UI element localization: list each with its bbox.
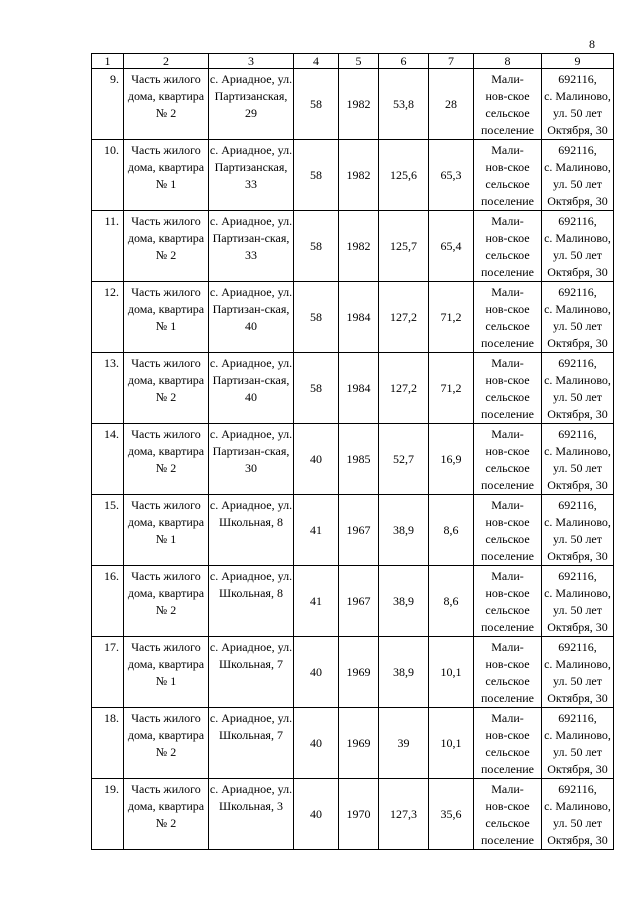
- holder-address-cell-line: с. Малиново,: [544, 373, 611, 387]
- holder-address-cell: [542, 779, 614, 850]
- object-name-cell-line: № 1: [155, 674, 177, 688]
- row-number-cell: 9.: [92, 69, 124, 140]
- settlement-cell-line: сельское: [485, 461, 530, 475]
- holder-address-cell: [542, 566, 614, 637]
- settlement-cell-line: поселение: [480, 265, 534, 279]
- year-cell: 1982: [339, 211, 379, 282]
- address-cell-line: Партизан-ская,: [212, 373, 290, 387]
- address-cell: [209, 353, 294, 424]
- settlement-cell-line: Мали-: [491, 498, 524, 512]
- holder-address-cell-line: 692116,: [558, 285, 597, 299]
- address-cell-line: Школьная, 3: [219, 799, 283, 813]
- object-name-cell-line: Часть жилого: [131, 214, 201, 228]
- floors-cell: 40: [294, 779, 339, 850]
- object-name-cell-line: № 1: [155, 177, 177, 191]
- settlement-cell-line: нов-ское: [485, 799, 530, 813]
- settlement-cell: [474, 424, 542, 495]
- holder-address-cell-line: 692116,: [558, 640, 597, 654]
- settlement-cell-line: Мали-: [491, 143, 524, 157]
- settlement-cell: [474, 282, 542, 353]
- holder-address-cell-line: с. Малиново,: [544, 231, 611, 245]
- holder-address-cell-line: Октября, 30: [547, 265, 608, 279]
- address-cell: [209, 708, 294, 779]
- row-number-cell: 17.: [92, 637, 124, 708]
- address-cell-line: с. Ариадное, ул.: [209, 356, 293, 370]
- year-cell: 1984: [339, 353, 379, 424]
- address-cell-line: Школьная, 7: [219, 657, 283, 671]
- address-cell-line: с. Ариадное, ул.: [209, 569, 293, 583]
- settlement-cell-line: сельское: [485, 248, 530, 262]
- holder-address-cell-line: 692116,: [558, 498, 597, 512]
- address-cell-line: Школьная, 7: [219, 728, 283, 742]
- address-cell-line: с. Ариадное, ул.: [209, 711, 293, 725]
- settlement-cell: [474, 353, 542, 424]
- object-name-cell: [124, 69, 209, 140]
- area-cell: 127,2: [379, 282, 429, 353]
- holder-address-cell-line: Октября, 30: [547, 194, 608, 208]
- area-cell: 39: [379, 708, 429, 779]
- living-area-cell: 65,4: [429, 211, 474, 282]
- living-area-cell: 65,3: [429, 140, 474, 211]
- settlement-cell-line: Мали-: [491, 640, 524, 654]
- address-cell-line: Партизанская,: [214, 89, 288, 103]
- object-name-cell: [124, 566, 209, 637]
- object-name-cell-line: № 1: [155, 319, 177, 333]
- holder-address-cell: [542, 353, 614, 424]
- settlement-cell-line: нов-ское: [485, 231, 530, 245]
- object-name-cell-line: Часть жилого: [131, 640, 201, 654]
- object-name-cell-line: Часть жилого: [131, 427, 201, 441]
- address-cell: [209, 424, 294, 495]
- settlement-cell-line: нов-ское: [485, 373, 530, 387]
- area-cell: 52,7: [379, 424, 429, 495]
- year-cell: 1967: [339, 495, 379, 566]
- settlement-cell-line: нов-ское: [485, 444, 530, 458]
- object-name-cell-line: № 1: [155, 532, 177, 546]
- living-area-cell: 71,2: [429, 353, 474, 424]
- area-cell: 125,6: [379, 140, 429, 211]
- address-cell-line: 33: [245, 177, 257, 191]
- object-name-cell-line: Часть жилого: [131, 569, 201, 583]
- address-cell-line: Школьная, 8: [219, 586, 283, 600]
- holder-address-cell-line: ул. 50 лет: [552, 532, 603, 546]
- object-name-cell-line: Часть жилого: [131, 498, 201, 512]
- row-number-cell: 16.: [92, 566, 124, 637]
- table-row: [92, 353, 614, 424]
- object-name-cell-line: дома, квартира: [127, 444, 205, 458]
- address-cell: [209, 282, 294, 353]
- settlement-cell-line: нов-ское: [485, 302, 530, 316]
- object-name-cell: [124, 708, 209, 779]
- holder-address-cell-line: с. Малиново,: [544, 302, 611, 316]
- row-number-cell: 10.: [92, 140, 124, 211]
- year-cell: 1982: [339, 140, 379, 211]
- column-header: 1: [92, 54, 124, 69]
- settlement-cell: [474, 211, 542, 282]
- settlement-cell-line: сельское: [485, 603, 530, 617]
- holder-address-cell-line: 692116,: [558, 143, 597, 157]
- settlement-cell-line: поселение: [480, 407, 534, 421]
- settlement-cell-line: Мали-: [491, 427, 524, 441]
- address-cell-line: 33: [245, 248, 257, 262]
- column-header: 6: [379, 54, 429, 69]
- row-number-cell: 14.: [92, 424, 124, 495]
- object-name-cell-line: дома, квартира: [127, 657, 205, 671]
- floors-cell: 40: [294, 637, 339, 708]
- living-area-cell: 10,1: [429, 708, 474, 779]
- settlement-cell-line: Мали-: [491, 569, 524, 583]
- object-name-cell-line: Часть жилого: [131, 356, 201, 370]
- settlement-cell-line: Мали-: [491, 782, 524, 796]
- column-header: 7: [429, 54, 474, 69]
- settlement-cell-line: Мали-: [491, 214, 524, 228]
- settlement-cell-line: Мали-: [491, 711, 524, 725]
- address-cell-line: Школьная, 8: [219, 515, 283, 529]
- holder-address-cell-line: с. Малиново,: [544, 89, 611, 103]
- holder-address-cell-line: 692116,: [558, 782, 597, 796]
- address-cell: [209, 140, 294, 211]
- year-cell: 1967: [339, 566, 379, 637]
- living-area-cell: 8,6: [429, 495, 474, 566]
- row-number-cell: 13.: [92, 353, 124, 424]
- settlement-cell: [474, 779, 542, 850]
- object-name-cell-line: Часть жилого: [131, 143, 201, 157]
- floors-cell: 58: [294, 353, 339, 424]
- floors-cell: 58: [294, 211, 339, 282]
- table-row: [92, 424, 614, 495]
- address-cell-line: с. Ариадное, ул.: [209, 143, 293, 157]
- property-table: [91, 53, 614, 850]
- settlement-cell-line: поселение: [480, 549, 534, 563]
- address-cell-line: с. Ариадное, ул.: [209, 285, 293, 299]
- column-header: 8: [474, 54, 542, 69]
- holder-address-cell-line: с. Малиново,: [544, 657, 611, 671]
- table-row: [92, 566, 614, 637]
- row-number-cell: 12.: [92, 282, 124, 353]
- holder-address-cell-line: ул. 50 лет: [552, 745, 603, 759]
- settlement-cell-line: поселение: [480, 478, 534, 492]
- holder-address-cell: [542, 495, 614, 566]
- address-cell-line: Партизанская,: [214, 160, 288, 174]
- holder-address-cell-line: с. Малиново,: [544, 160, 611, 174]
- holder-address-cell-line: Октября, 30: [547, 549, 608, 563]
- holder-address-cell: [542, 211, 614, 282]
- object-name-cell: [124, 353, 209, 424]
- address-cell-line: 29: [245, 106, 257, 120]
- address-cell-line: с. Ариадное, ул.: [209, 782, 293, 796]
- object-name-cell-line: № 2: [155, 816, 177, 830]
- settlement-cell-line: сельское: [485, 745, 530, 759]
- row-number-cell: 15.: [92, 495, 124, 566]
- holder-address-cell-line: Октября, 30: [547, 833, 608, 847]
- address-cell-line: 40: [245, 390, 257, 404]
- settlement-cell-line: нов-ское: [485, 515, 530, 529]
- object-name-cell-line: дома, квартира: [127, 302, 205, 316]
- address-cell-line: Партизан-ская,: [212, 231, 290, 245]
- holder-address-cell: [542, 69, 614, 140]
- table-row: [92, 779, 614, 850]
- table-row: [92, 708, 614, 779]
- year-cell: 1984: [339, 282, 379, 353]
- living-area-cell: 16,9: [429, 424, 474, 495]
- floors-cell: 58: [294, 140, 339, 211]
- table-row: [92, 211, 614, 282]
- address-cell: [209, 211, 294, 282]
- year-cell: 1985: [339, 424, 379, 495]
- object-name-cell-line: дома, квартира: [127, 728, 205, 742]
- address-cell-line: с. Ариадное, ул.: [209, 72, 293, 86]
- settlement-cell-line: поселение: [480, 691, 534, 705]
- holder-address-cell-line: с. Малиново,: [544, 728, 611, 742]
- holder-address-cell-line: 692116,: [558, 427, 597, 441]
- object-name-cell-line: Часть жилого: [131, 285, 201, 299]
- object-name-cell-line: дома, квартира: [127, 231, 205, 245]
- address-cell-line: с. Ариадное, ул.: [209, 427, 293, 441]
- floors-cell: 58: [294, 282, 339, 353]
- holder-address-cell-line: Октября, 30: [547, 620, 608, 634]
- floors-cell: 40: [294, 708, 339, 779]
- settlement-cell-line: поселение: [480, 833, 534, 847]
- area-cell: 53,8: [379, 69, 429, 140]
- settlement-cell-line: нов-ское: [485, 160, 530, 174]
- settlement-cell-line: сельское: [485, 319, 530, 333]
- settlement-cell-line: нов-ское: [485, 586, 530, 600]
- holder-address-cell-line: ул. 50 лет: [552, 461, 603, 475]
- row-number-cell: 19.: [92, 779, 124, 850]
- area-cell: 38,9: [379, 495, 429, 566]
- living-area-cell: 71,2: [429, 282, 474, 353]
- holder-address-cell: [542, 708, 614, 779]
- settlement-cell-line: сельское: [485, 532, 530, 546]
- holder-address-cell-line: Октября, 30: [547, 691, 608, 705]
- object-name-cell-line: дома, квартира: [127, 373, 205, 387]
- holder-address-cell-line: Октября, 30: [547, 478, 608, 492]
- year-cell: 1969: [339, 708, 379, 779]
- holder-address-cell-line: Октября, 30: [547, 407, 608, 421]
- holder-address-cell-line: с. Малиново,: [544, 586, 611, 600]
- settlement-cell-line: Мали-: [491, 356, 524, 370]
- area-cell: 127,3: [379, 779, 429, 850]
- table-row: [92, 282, 614, 353]
- column-header: 5: [339, 54, 379, 69]
- holder-address-cell-line: с. Малиново,: [544, 515, 611, 529]
- address-cell: [209, 779, 294, 850]
- object-name-cell-line: Часть жилого: [131, 782, 201, 796]
- settlement-cell-line: Мали-: [491, 72, 524, 86]
- table-row: [92, 495, 614, 566]
- page-number: 8: [589, 37, 595, 51]
- row-number-cell: 18.: [92, 708, 124, 779]
- living-area-cell: 8,6: [429, 566, 474, 637]
- address-cell: [209, 69, 294, 140]
- floors-cell: 58: [294, 69, 339, 140]
- object-name-cell-line: дома, квартира: [127, 160, 205, 174]
- address-cell-line: с. Ариадное, ул.: [209, 214, 293, 228]
- address-cell-line: с. Ариадное, ул.: [209, 498, 293, 512]
- settlement-cell: [474, 495, 542, 566]
- settlement-cell-line: нов-ское: [485, 89, 530, 103]
- table-row: [92, 140, 614, 211]
- year-cell: 1970: [339, 779, 379, 850]
- floors-cell: 41: [294, 566, 339, 637]
- settlement-cell-line: поселение: [480, 620, 534, 634]
- holder-address-cell-line: ул. 50 лет: [552, 816, 603, 830]
- holder-address-cell-line: Октября, 30: [547, 336, 608, 350]
- holder-address-cell: [542, 140, 614, 211]
- settlement-cell-line: нов-ское: [485, 728, 530, 742]
- column-header: 4: [294, 54, 339, 69]
- settlement-cell-line: сельское: [485, 106, 530, 120]
- settlement-cell-line: сельское: [485, 674, 530, 688]
- holder-address-cell-line: ул. 50 лет: [552, 390, 603, 404]
- holder-address-cell-line: ул. 50 лет: [552, 248, 603, 262]
- settlement-cell-line: сельское: [485, 177, 530, 191]
- object-name-cell: [124, 495, 209, 566]
- object-name-cell-line: дома, квартира: [127, 799, 205, 813]
- holder-address-cell-line: ул. 50 лет: [552, 106, 603, 120]
- object-name-cell: [124, 282, 209, 353]
- settlement-cell-line: поселение: [480, 762, 534, 776]
- address-cell-line: с. Ариадное, ул.: [209, 640, 293, 654]
- object-name-cell-line: № 2: [155, 603, 177, 617]
- object-name-cell-line: № 2: [155, 461, 177, 475]
- area-cell: 125,7: [379, 211, 429, 282]
- holder-address-cell-line: ул. 50 лет: [552, 177, 603, 191]
- column-header: 3: [209, 54, 294, 69]
- holder-address-cell: [542, 424, 614, 495]
- floors-cell: 40: [294, 424, 339, 495]
- column-header: 9: [542, 54, 614, 69]
- holder-address-cell-line: 692116,: [558, 72, 597, 86]
- year-cell: 1969: [339, 637, 379, 708]
- address-cell: [209, 566, 294, 637]
- object-name-cell: [124, 637, 209, 708]
- settlement-cell: [474, 637, 542, 708]
- object-name-cell-line: № 2: [155, 390, 177, 404]
- holder-address-cell-line: 692116,: [558, 356, 597, 370]
- holder-address-cell: [542, 282, 614, 353]
- settlement-cell-line: поселение: [480, 336, 534, 350]
- area-cell: 38,9: [379, 637, 429, 708]
- settlement-cell-line: поселение: [480, 194, 534, 208]
- holder-address-cell-line: Октября, 30: [547, 762, 608, 776]
- address-cell-line: Партизан-ская,: [212, 444, 290, 458]
- object-name-cell: [124, 211, 209, 282]
- holder-address-cell-line: 692116,: [558, 711, 597, 725]
- area-cell: 127,2: [379, 353, 429, 424]
- holder-address-cell-line: ул. 50 лет: [552, 603, 603, 617]
- holder-address-cell-line: с. Малиново,: [544, 444, 611, 458]
- header-row: [92, 54, 614, 69]
- living-area-cell: 35,6: [429, 779, 474, 850]
- holder-address-cell-line: Октября, 30: [547, 123, 608, 137]
- object-name-cell-line: № 2: [155, 745, 177, 759]
- row-number-cell: 11.: [92, 211, 124, 282]
- holder-address-cell: [542, 637, 614, 708]
- object-name-cell-line: дома, квартира: [127, 586, 205, 600]
- address-cell-line: Партизан-ская,: [212, 302, 290, 316]
- object-name-cell: [124, 140, 209, 211]
- settlement-cell-line: Мали-: [491, 285, 524, 299]
- address-cell: [209, 637, 294, 708]
- living-area-cell: 10,1: [429, 637, 474, 708]
- address-cell: [209, 495, 294, 566]
- settlement-cell-line: сельское: [485, 816, 530, 830]
- settlement-cell: [474, 140, 542, 211]
- holder-address-cell-line: 692116,: [558, 569, 597, 583]
- living-area-cell: 28: [429, 69, 474, 140]
- column-header: 2: [124, 54, 209, 69]
- settlement-cell-line: нов-ское: [485, 657, 530, 671]
- object-name-cell-line: Часть жилого: [131, 711, 201, 725]
- floors-cell: 41: [294, 495, 339, 566]
- object-name-cell-line: № 2: [155, 248, 177, 262]
- settlement-cell-line: сельское: [485, 390, 530, 404]
- settlement-cell: [474, 708, 542, 779]
- year-cell: 1982: [339, 69, 379, 140]
- table-row: [92, 69, 614, 140]
- settlement-cell: [474, 69, 542, 140]
- holder-address-cell-line: ул. 50 лет: [552, 674, 603, 688]
- table-row: [92, 637, 614, 708]
- object-name-cell-line: Часть жилого: [131, 72, 201, 86]
- settlement-cell-line: поселение: [480, 123, 534, 137]
- object-name-cell-line: дома, квартира: [127, 89, 205, 103]
- object-name-cell-line: дома, квартира: [127, 515, 205, 529]
- holder-address-cell-line: ул. 50 лет: [552, 319, 603, 333]
- object-name-cell: [124, 424, 209, 495]
- address-cell-line: 40: [245, 319, 257, 333]
- object-name-cell: [124, 779, 209, 850]
- holder-address-cell-line: 692116,: [558, 214, 597, 228]
- holder-address-cell-line: с. Малиново,: [544, 799, 611, 813]
- settlement-cell: [474, 566, 542, 637]
- object-name-cell-line: № 2: [155, 106, 177, 120]
- address-cell-line: 30: [245, 461, 257, 475]
- area-cell: 38,9: [379, 566, 429, 637]
